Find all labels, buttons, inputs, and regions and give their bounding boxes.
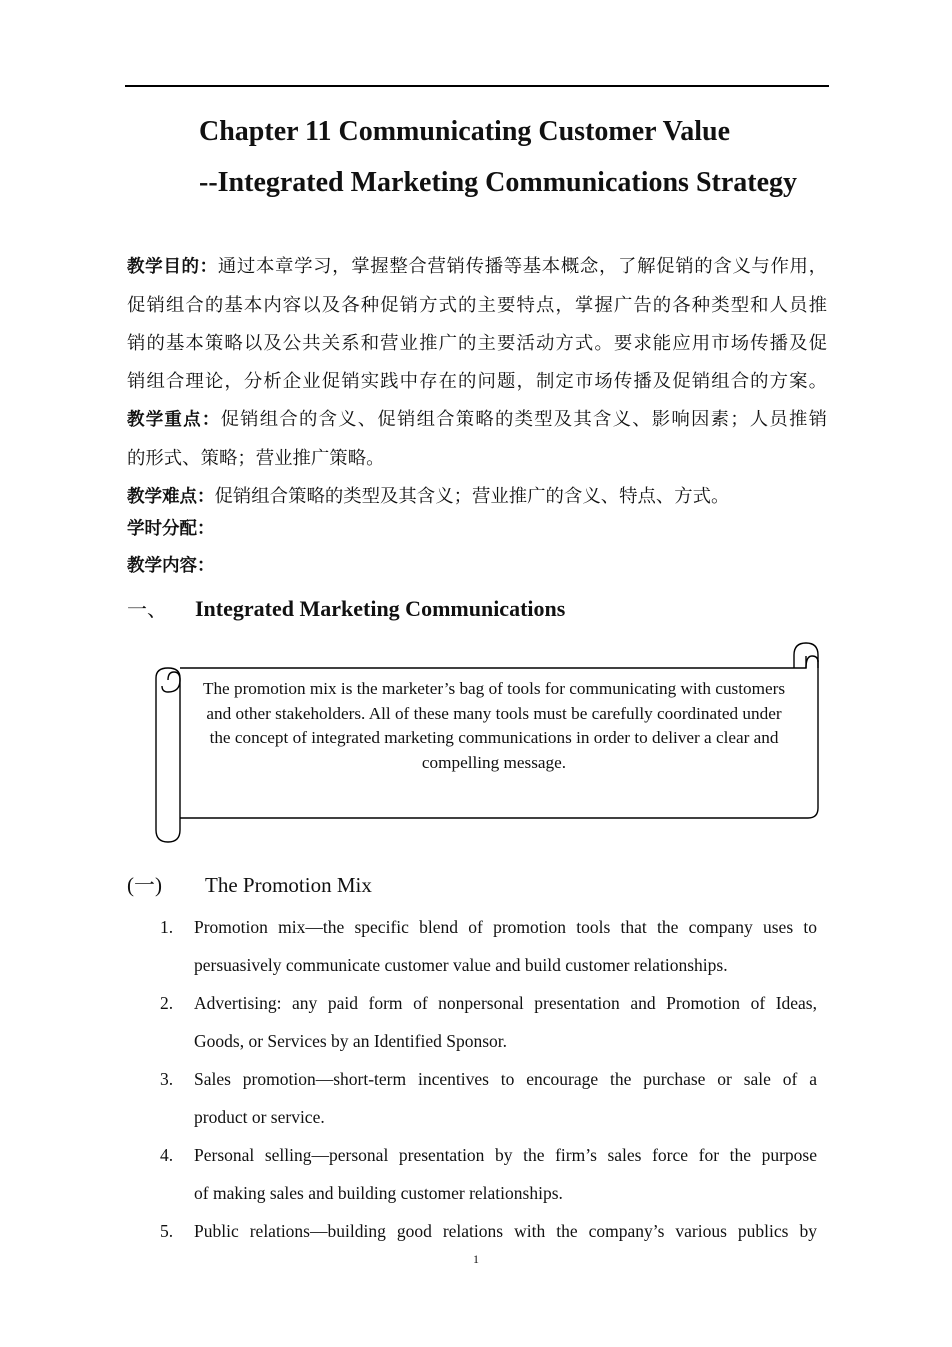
section-title: Integrated Marketing Communications — [195, 596, 566, 621]
chapter-title: Chapter 11 Communicating Customer Value — [199, 116, 731, 147]
objectives-label: 教学目的： — [127, 257, 218, 277]
section-number: 一、 — [127, 597, 167, 621]
subsection-number: (一) — [127, 873, 162, 897]
objectives-line-2: 促销组合的基本内容以及各种促销方式的主要特点，掌握广告的各种类型和人员推 — [127, 295, 827, 315]
content-label: 教学内容： — [127, 556, 215, 576]
list-item: 3. Sales promotion—short-term incentives to encourage the purchase or sale of a product or service. — [160, 1060, 817, 1136]
list-item-number: 2. — [160, 993, 174, 1013]
objectives-line-4: 销组合理论，分析企业促销实践中存在的问题，制定市场传播及促销组合的方案。 — [127, 371, 827, 391]
list-item: 1. Promotion mix—the specific blend of promotion tools that the company uses to persuasively communicate customer value and build customer relationships. — [160, 908, 817, 984]
key-points-line-2: 的形式、策略；营业推广策略。 — [127, 448, 385, 468]
difficulties-label: 教学难点： — [127, 487, 215, 507]
section-heading — [127, 593, 565, 622]
promotion-mix-list — [160, 908, 817, 1250]
hours-label: 学时分配： — [127, 519, 215, 539]
header-rule — [125, 85, 829, 87]
list-item-number: 1. — [160, 917, 174, 937]
list-item: 2. Advertising: any paid form of nonpersonal presentation and Promotion of Ideas, Goods, or Services by an Identified Sponsor. — [160, 984, 817, 1060]
subsection-heading — [127, 869, 372, 899]
list-item: 4. Personal selling—personal presentation by the firm’s sales force for the purpose of making sales and building customer relationships. — [160, 1136, 817, 1212]
key-points-line-1: 教学重点：促销组合的含义、促销组合策略的类型及其含义、影响因素；人员推销 — [127, 409, 827, 430]
teaching-intro — [127, 247, 827, 516]
key-points-label: 教学重点： — [127, 410, 221, 430]
page-number: 1 — [473, 1252, 479, 1266]
difficulties-line: 教学难点：促销组合策略的类型及其含义；营业推广的含义、特点、方式。 — [127, 486, 730, 507]
objectives-line-1: 教学目的：通过本章学习，掌握整合营销传播等基本概念，了解促销的含义与作用， — [127, 256, 827, 277]
scroll-banner-text: The promotion mix is the marketer’s bag of tools for communicating with customers and other stakeholders. All of these many tools must be carefully coordinated under the concept of integrated marketing communications in order to deliver a clear and compelling message. — [202, 679, 786, 772]
list-item: 5. Public relations—building good relations with the company’s various publics by — [160, 1212, 817, 1250]
list-item-number: 4. — [160, 1145, 174, 1165]
objectives-line-3: 销的基本策略以及公共关系和营业推广的主要活动方式。要求能应用市场传播及促 — [127, 333, 827, 353]
list-item-number: 3. — [160, 1069, 174, 1089]
subsection-title: The Promotion Mix — [205, 873, 372, 897]
list-item-number: 5. — [160, 1221, 174, 1241]
chapter-subtitle: --Integrated Marketing Communications Strategy — [199, 167, 798, 198]
